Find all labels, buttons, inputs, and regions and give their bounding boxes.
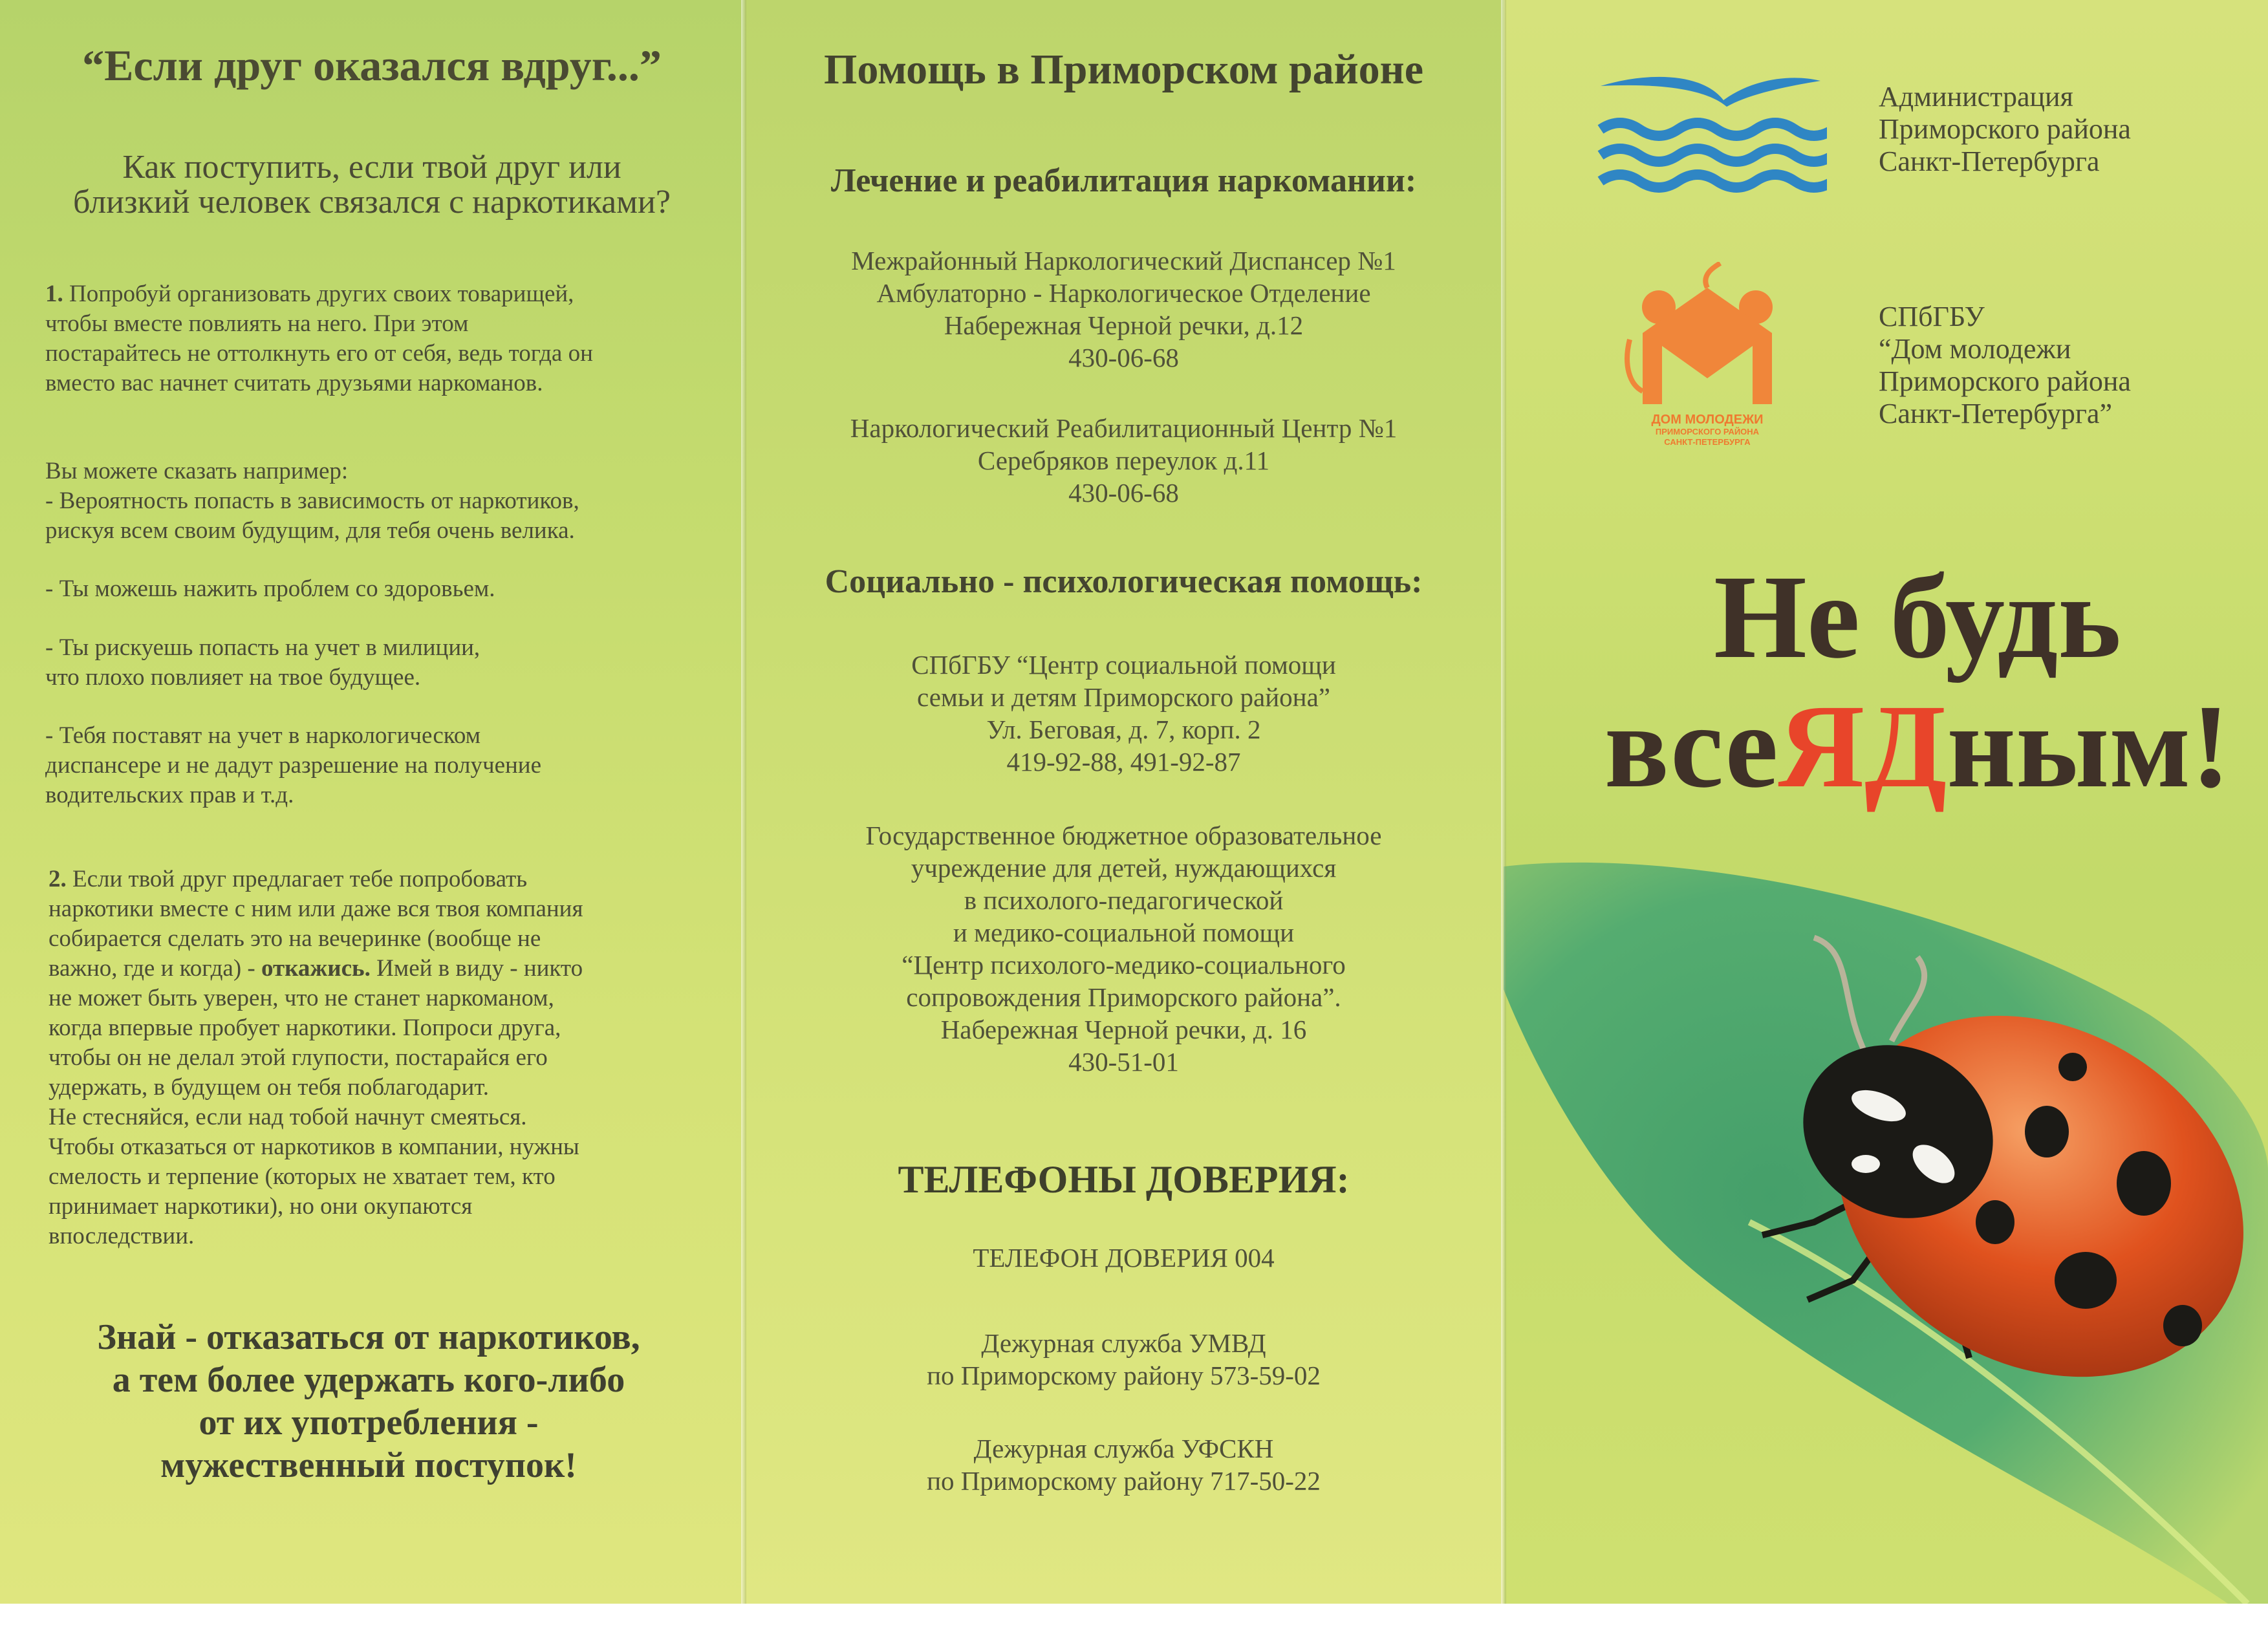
advice-line: чтобы вместе повлиять на него. При этом [45,310,469,337]
hotlines-title: ТЕЛЕФОНЫ ДОВЕРИЯ: [898,1158,1350,1201]
org-phone: 419-92-88, 491-92-87 [1006,747,1241,777]
advice-line: важно, где и когда) - откажись. Имей в виду - никто [49,955,583,982]
admin-waves-logo-icon [1594,68,1827,197]
title-part: ным! [1947,680,2231,813]
hotline-ufskn [744,1432,1504,1497]
closing-line: а тем более удержать кого-либо [112,1360,625,1400]
hotline-line: Дежурная служба УФСКН [973,1434,1274,1463]
org-rehab-center [744,412,1504,509]
advice-line: не может быть уверен, что не станет наркоманом, [49,985,554,1011]
advice-number: 2. [49,866,67,892]
org-phone: 430-06-68 [1068,343,1179,372]
closing-line: мужественный поступок! [160,1445,577,1485]
org-psych-center [744,819,1504,1078]
advice-line: когда впервые пробует наркотики. Попроси друга, [49,1015,561,1041]
dom-molodezhi-logo-icon [1623,262,1791,411]
subheading-line: близкий человек связался с наркотиками? [73,184,671,221]
advice-2 [49,865,728,1251]
admin-org-name [1879,81,2131,178]
org-phone: 430-06-68 [1068,478,1179,508]
advice-line: собирается сделать это на вечеринке (вообще не [49,925,541,952]
advice-line: вместо вас начнет считать друзьями наркоманов. [45,370,543,396]
dm-line: “Дом молодежи [1879,333,2071,365]
say-block [45,457,724,546]
org-line: Наркологический Реабилитационный Центр №1 [850,413,1398,443]
main-title-line1: Не будь [1714,551,2121,684]
closing-statement [26,1316,711,1487]
advice-line: Попробуй организовать других своих товарищей, [69,281,574,307]
admin-line: Санкт-Петербурга [1879,145,2100,177]
org-line: учреждение для детей, нуждающихся [911,853,1337,883]
org-line: в психолого-педагогической [964,885,1284,915]
dm-line: СПбГБУ [1879,301,1985,332]
advice-line: Если твой друг предлагает тебе попробовать [72,866,528,892]
advice-line: Не стесняйся, если над тобой начнут смеяться. [49,1104,527,1130]
scan-margin [0,1604,2268,1647]
org-line: сопровождения Приморского района”. [906,982,1341,1012]
subheading-line: Как поступить, если твой друг или [122,149,621,186]
dm-org-name [1879,301,2131,430]
admin-line: Администрация [1879,81,2073,113]
fold-line [1501,0,1506,1604]
left-heading: “Если друг оказался вдруг...” [82,41,662,90]
org-line: “Центр психолого-медико-социального [902,950,1346,980]
org-line: Набережная Черной речки, д.12 [944,310,1304,340]
hotline-004: ТЕЛЕФОН ДОВЕРИЯ 004 [973,1243,1275,1273]
org-line: Ул. Беговая, д. 7, корп. 2 [986,715,1261,744]
left-subheading [26,150,718,220]
advice-line: удержать, в будущем он тебя поблагодарит. [49,1074,489,1101]
org-line: Серебряков переулок д.11 [977,446,1270,475]
org-line: семьи и детям Приморского района” [917,682,1330,712]
say-line: Вы можете сказать например: [45,458,349,484]
hotline-line: по Приморскому району 573-59-02 [927,1361,1321,1390]
bullet-line: - Тебя поставят на учет в наркологическом [45,722,481,749]
hotline-line: Дежурная служба УМВД [981,1328,1266,1358]
bullet-dispensary [45,721,724,810]
title-red-part: ЯД [1778,680,1947,813]
bullet-health: - Ты можешь нажить проблем со здоровьем. [45,576,495,602]
closing-line: Знай - отказаться от наркотиков, [97,1317,640,1357]
advice-number: 1. [45,281,63,307]
admin-line: Приморского района [1879,113,2131,145]
org-phone: 430-51-01 [1068,1047,1179,1077]
middle-panel [744,0,1504,1604]
dm-logo-line: САНКТ-ПЕТЕРБУРГА [1664,437,1751,447]
dm-logo-line: ПРИМОРСКОГО РАЙОНА [1655,427,1760,436]
say-line: - Вероятность попасть в зависимость от наркотиков, [45,488,579,514]
org-line: Межрайонный Наркологический Диспансер №1 [851,246,1396,275]
closing-line: от их употребления - [199,1403,539,1443]
say-line: рискуя всем своим будущим, для тебя очень велика. [45,517,575,544]
advice-line: Чтобы отказаться от наркотиков в компании, нужны [49,1134,579,1160]
refuse-emphasis: откажись. [261,955,371,982]
advice-1 [45,279,724,398]
org-line: СПбГБУ “Центр социальной помощи [911,650,1336,680]
left-panel [0,0,744,1604]
bullet-police [45,633,724,693]
title-part: все [1604,680,1778,813]
org-line: и медико-социальной помощи [953,918,1295,947]
advice-line: чтобы он не делал этой глупости, постарайся его [49,1044,548,1071]
advice-line: принимает наркотики), но они окупаются [49,1193,473,1220]
bullet-line: водительских прав и т.д. [45,782,294,808]
dm-line: Приморского района [1879,365,2131,397]
advice-line: наркотики вместе с ним или даже вся твоя компания [49,896,583,922]
hotline-line: по Приморскому району 717-50-22 [927,1466,1321,1496]
dm-logo-line: ДОМ МОЛОДЕЖИ [1651,413,1764,427]
advice-line: смелость и терпение (которых не хватает тем, кто [49,1163,556,1190]
ladybug-image-icon [1504,860,2268,1604]
help-heading: Помощь в Приморском районе [824,46,1423,93]
org-line: Амбулаторно - Наркологическое Отделение [876,278,1371,308]
right-panel [1504,0,2268,1604]
bullet-line: что плохо повлияет на твое будущее. [45,664,421,691]
main-title-line2 [1575,680,2260,813]
hotline-umvd [744,1327,1504,1392]
advice-line: постарайтесь не оттолкнуть его от себя, ведь тогда он [45,340,593,367]
org-line: Государственное бюджетное образовательное [865,821,1382,850]
bullet-line: диспансере и не дадут разрешение на получение [45,752,542,779]
org-dispensary [744,244,1504,374]
fold-line [741,0,746,1604]
org-social-center [744,649,1504,778]
bullet-line: - Ты рискуешь попасть на учет в милиции, [45,634,481,661]
treatment-section-title: Лечение и реабилитация наркомании: [830,162,1417,199]
social-section-title: Социально - психологическая помощь: [825,563,1423,600]
advice-line: впоследствии. [49,1223,195,1249]
dm-line: Санкт-Петербурга” [1879,398,2112,429]
dm-logo-caption [1617,413,1798,447]
org-line: Набережная Черной речки, д. 16 [940,1015,1307,1044]
